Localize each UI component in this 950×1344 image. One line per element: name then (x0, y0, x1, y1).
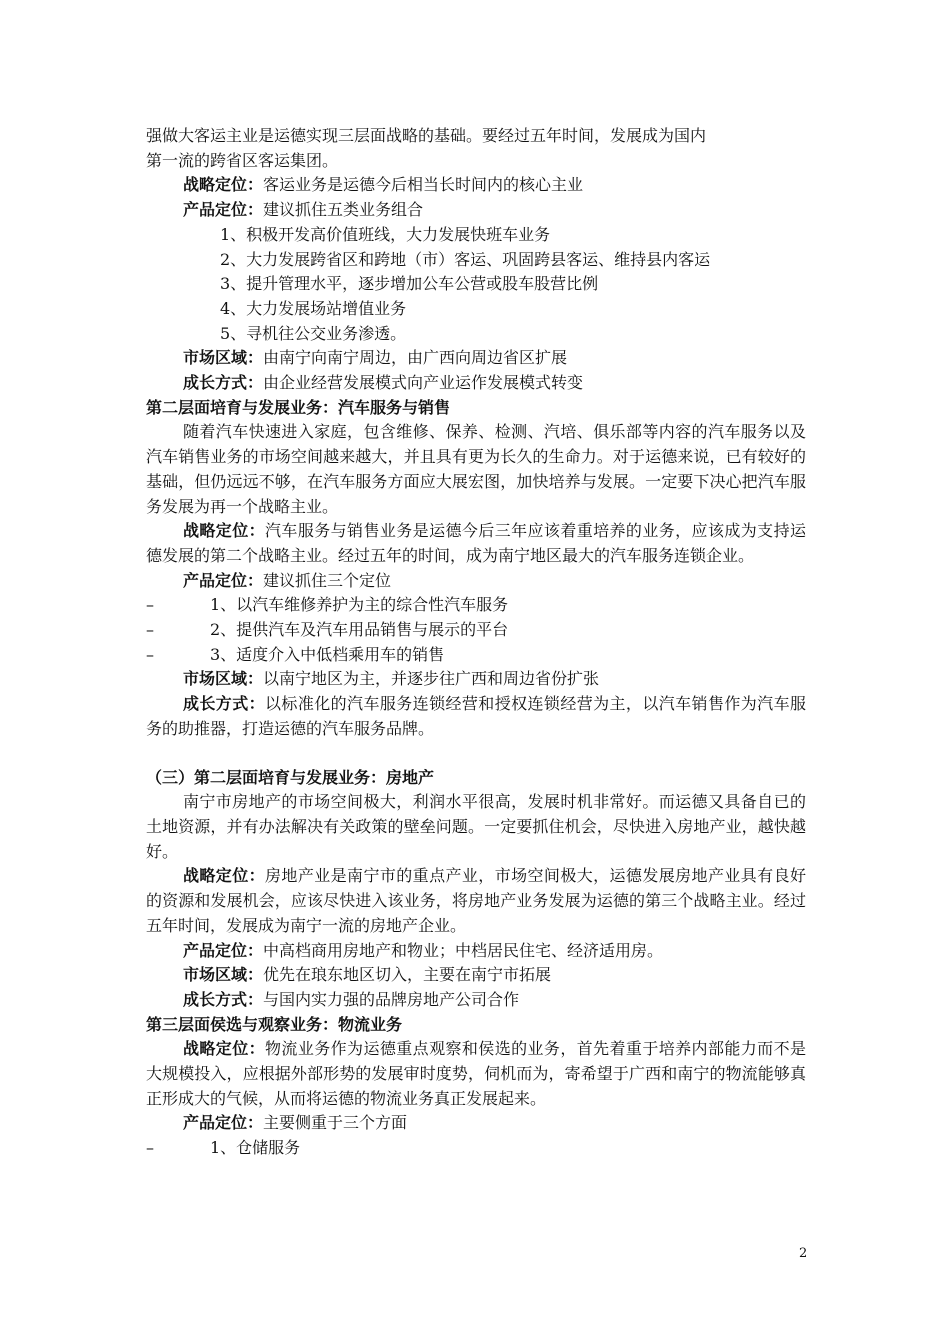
field-label: 市场区域： (183, 348, 264, 368)
section-heading: （三）第二层面培育与发展业务：房地产 (146, 767, 435, 787)
list-item-text: 2、提供汽车及汽车用品销售与展示的平台 (210, 620, 509, 640)
document-body (146, 124, 806, 1161)
paragraph: 南宁市房地产的市场空间极大，利润水平很高，发展时机非常好。而运德又具备自已的土地资源，并有办法解决有关政策的壁垒问题。一定要抓住机会，尽快进入房地产业，越快越好。 (146, 792, 806, 861)
list-item: 1、积极开发高价值班线，大力发展快班车业务 (220, 224, 551, 244)
field-strategy (146, 519, 806, 568)
field-product (146, 198, 806, 223)
dash-list-item (146, 618, 806, 643)
field-market (146, 667, 806, 692)
field-value: 物流业务作为运德重点观察和侯选的业务，首先着重于培养内部能力而不是大规模投入，应根据外部形势的发展审时度势，伺机而为，寄希望于广西和南宁的物流能够真正形成大的气候，从而将运德的物流业务真正发展起来。 (146, 1039, 806, 1108)
field-label: 产品定位： (183, 570, 264, 590)
para-line: 第一流的跨省区客运集团。 (146, 150, 339, 170)
dash-marker: – (146, 620, 154, 640)
field-growth (146, 988, 806, 1013)
field-value: 主要侧重于三个方面 (263, 1113, 408, 1133)
field-value: 建议抓住三个定位 (263, 570, 392, 590)
field-product (146, 1111, 806, 1136)
field-label: 产品定位： (183, 1113, 264, 1133)
list-item-text: 1、仓储服务 (210, 1138, 301, 1158)
field-label: 成长方式： (183, 694, 266, 714)
field-product (146, 939, 806, 964)
field-strategy (146, 864, 806, 938)
field-value: 以标准化的汽车服务连锁经营和授权连锁经营为主，以汽车销售作为汽车服务的助推器，打造运德的汽车服务品牌。 (146, 694, 806, 738)
field-strategy (146, 1037, 806, 1111)
field-market (146, 963, 806, 988)
field-growth (146, 371, 806, 396)
page-number: 2 (799, 1246, 808, 1261)
field-label: 成长方式： (183, 989, 264, 1009)
field-label: 产品定位： (183, 200, 264, 220)
paragraph: 随着汽车快速进入家庭，包含维修、保养、检测、汽培、俱乐部等内容的汽车服务以及汽车销售业务的市场空间越来越大，并且具有更为长久的生命力。对于运德来说，已有较好的基础，但仍远远不够，在汽车服务方面应大展宏图，加快培养与发展。一定要下决心把汽车服务发展为再一个战略主业。 (146, 422, 806, 516)
field-label: 战略定位： (183, 175, 264, 195)
dash-list-item (146, 593, 806, 618)
field-label: 市场区域： (183, 965, 264, 985)
dash-marker: – (146, 1138, 154, 1158)
field-strategy (146, 173, 806, 198)
list-item: 5、寻机往公交业务渗透。 (220, 323, 407, 343)
blank-line (146, 742, 806, 766)
para-line: 强做大客运主业是运德实现三层面战略的基础。要经过五年时间，发展成为国内 (146, 126, 707, 145)
list-item-text: 3、适度介入中低档乘用车的销售 (210, 644, 445, 664)
field-value: 优先在琅东地区切入，主要在南宁市拓展 (263, 965, 552, 985)
dash-marker: – (146, 595, 154, 615)
field-label: 成长方式： (183, 373, 264, 393)
dash-list-item (146, 1136, 806, 1161)
list-item-text: 1、以汽车维修养护为主的综合性汽车服务 (210, 595, 509, 615)
field-product (146, 569, 806, 594)
section-heading: 第二层面培育与发展业务：汽车服务与销售 (146, 397, 451, 417)
field-growth (146, 692, 806, 741)
field-value: 与国内实力强的品牌房地产公司合作 (263, 989, 520, 1009)
dash-list-item (146, 643, 806, 668)
field-label: 市场区域： (183, 669, 264, 689)
field-market (146, 346, 806, 371)
list-item: 3、提升管理水平，逐步增加公车公营或股车股营比例 (220, 274, 599, 294)
field-value: 汽车服务与销售业务是运德今后三年应该着重培养的业务，应该成为支持运德发展的第二个战略主业。经过五年的时间，成为南宁地区最大的汽车服务连锁企业。 (146, 521, 806, 565)
field-label: 战略定位： (183, 866, 266, 886)
dash-marker: – (146, 644, 154, 664)
list-item: 2、大力发展跨省区和跨地（市）客运、巩固跨县客运、维持县内客运 (220, 249, 711, 269)
list-item: 4、大力发展场站增值业务 (220, 298, 407, 318)
field-label: 战略定位： (183, 521, 266, 541)
field-label: 战略定位： (183, 1039, 266, 1059)
field-value: 房地产业是南宁市的重点产业，市场空间极大，运德发展房地产业具有良好的资源和发展机会，应该尽快进入该业务，将房地产业务发展为运德的第三个战略主业。经过五年时间，发展成为南宁一流的房地产企业。 (146, 866, 806, 935)
field-label: 产品定位： (183, 940, 264, 960)
field-value: 建议抓住五类业务组合 (263, 200, 424, 220)
field-value: 由企业经营发展模式向产业运作发展模式转变 (263, 373, 584, 393)
field-value: 以南宁地区为主，并逐步往广西和周边省份扩张 (263, 669, 600, 689)
field-value: 客运业务是运德今后相当长时间内的核心主业 (263, 175, 584, 195)
field-value: 由南宁向南宁周边，由广西向周边省区扩展 (263, 348, 568, 368)
field-value: 中高档商用房地产和物业；中档居民住宅、经济适用房。 (263, 940, 664, 960)
section-heading: 第三层面侯选与观察业务：物流业务 (146, 1014, 403, 1034)
